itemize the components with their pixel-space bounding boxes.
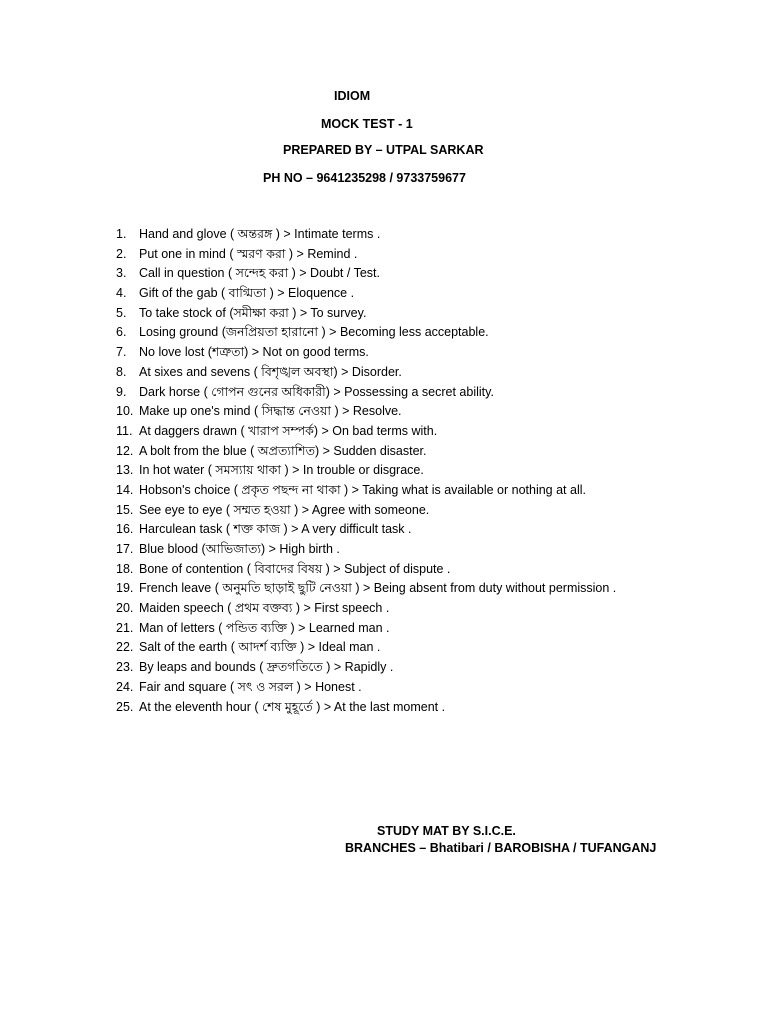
list-item <box>116 284 616 304</box>
item-number: 24. <box>116 679 134 694</box>
branches-line: BRANCHES – Bhatibari / BAROBISHA / TUFANGANJ <box>345 841 657 855</box>
item-number: 25. <box>116 699 134 714</box>
list-item <box>116 698 616 718</box>
item-text: At daggers drawn ( খারাপ সম্পর্ক) > On bad terms with. <box>139 423 438 438</box>
item-number: 13. <box>116 463 134 478</box>
list-item <box>116 422 616 442</box>
list-item <box>116 579 616 599</box>
list-item <box>116 402 616 422</box>
page-title: IDIOM <box>334 89 371 103</box>
item-text: Losing ground (জনপ্রিয়তা হারানো ) > Becoming less acceptable. <box>139 325 489 340</box>
list-item <box>116 619 616 639</box>
list-item <box>116 264 616 284</box>
item-text: No love lost (শত্রুতা) > Not on good terms. <box>139 345 369 360</box>
item-text: Put one in mind ( স্মরণ করা ) > Remind . <box>139 246 358 261</box>
list-item <box>116 225 616 245</box>
list-item <box>116 501 616 521</box>
list-item <box>116 383 616 403</box>
list-item <box>116 540 616 560</box>
item-number: 17. <box>116 542 134 556</box>
item-number: 19. <box>116 581 134 596</box>
list-item <box>116 323 616 343</box>
item-text: In hot water ( সমস্যায় থাকা ) > In trouble or disgrace. <box>139 463 424 478</box>
list-item <box>116 520 616 540</box>
item-number: 3. <box>116 266 127 281</box>
item-text: Bone of contention ( বিবাদের বিষয় ) > Subject of dispute . <box>139 561 451 576</box>
item-number: 18. <box>116 561 134 576</box>
item-number: 8. <box>116 364 127 379</box>
item-text: Call in question ( সন্দেহ করা ) > Doubt / Test. <box>139 266 380 281</box>
list-item <box>116 560 616 580</box>
item-number: 4. <box>116 286 127 301</box>
item-text: A bolt from the blue ( অপ্রত্যাশিত) > Sudden disaster. <box>139 443 427 458</box>
list-item <box>116 638 616 658</box>
item-number: 5. <box>116 305 127 320</box>
item-text: Hobson's choice ( প্রকৃত পছন্দ না থাকা ) > Taking what is available or nothing at all. <box>139 482 586 497</box>
item-text: By leaps and bounds ( দ্রুতগতিতে ) > Rapidly . <box>139 660 394 675</box>
item-number: 1. <box>116 227 127 241</box>
prepared-by: PREPARED BY – UTPAL SARKAR <box>283 143 484 157</box>
mock-test-label: MOCK TEST - 1 <box>321 117 413 131</box>
phone-numbers: PH NO – 9641235298 / 9733759677 <box>263 171 466 185</box>
list-item <box>116 481 616 501</box>
item-text: Harculean task ( শক্ত কাজ ) > A very difficult task . <box>139 522 412 537</box>
study-mat-credit: STUDY MAT BY S.I.C.E. <box>377 824 516 838</box>
list-item <box>116 599 616 619</box>
item-text: Make up one's mind ( সিদ্ধান্ত নেওয়া ) > Resolve. <box>139 404 402 419</box>
item-number: 2. <box>116 246 127 261</box>
item-text: Fair and square ( সৎ ও সরল ) > Honest . <box>139 679 362 694</box>
item-number: 12. <box>116 443 134 458</box>
item-number: 16. <box>116 522 134 537</box>
item-number: 7. <box>116 345 127 360</box>
list-item <box>116 658 616 678</box>
list-item <box>116 461 616 481</box>
item-text: Blue blood (আভিজাত্য) > High birth . <box>139 542 340 556</box>
item-number: 23. <box>116 660 134 675</box>
item-number: 11. <box>116 423 133 438</box>
item-number: 21. <box>116 620 134 635</box>
list-item <box>116 245 616 265</box>
item-number: 15. <box>116 502 134 517</box>
item-text: At sixes and sevens ( বিশৃঙ্খল অবস্থা) > Disorder. <box>139 364 402 379</box>
item-number: 9. <box>116 384 127 399</box>
item-number: 6. <box>116 325 127 340</box>
item-text: Dark horse ( গোপন গুনের অধিকারী) > Possessing a secret ability. <box>139 384 494 399</box>
item-text: Gift of the gab ( বাগ্মিতা ) > Eloquence . <box>139 286 355 301</box>
item-number: 14. <box>116 482 134 497</box>
item-text: Salt of the earth ( আদর্শ ব্যক্তি ) > Ideal man . <box>139 640 381 655</box>
item-text: Maiden speech ( প্রথম বক্তব্য ) > First speech . <box>139 601 390 616</box>
item-number: 10. <box>116 404 134 419</box>
item-text: To take stock of (সমীক্ষা করা ) > To survey. <box>139 305 367 320</box>
list-item <box>116 678 616 698</box>
list-item <box>116 343 616 363</box>
idiom-list <box>116 225 616 717</box>
item-text: See eye to eye ( সম্মত হওয়া ) > Agree with someone. <box>139 502 430 517</box>
list-item <box>116 442 616 462</box>
item-text: French leave ( অনুমতি ছাড়াই ছুটি নেওয়া ) > Being absent from duty without permission . <box>139 581 617 596</box>
item-number: 20. <box>116 601 134 616</box>
item-text: Man of letters ( পন্ডিত ব্যক্তি ) > Learned man . <box>139 620 390 635</box>
list-item <box>116 363 616 383</box>
item-number: 22. <box>116 640 134 655</box>
item-text: At the eleventh hour ( শেষ মুহূর্তে ) > At the last moment . <box>139 699 446 714</box>
list-item <box>116 304 616 324</box>
item-text: Hand and glove ( অন্তরঙ্গ ) > Intimate terms . <box>139 227 381 241</box>
